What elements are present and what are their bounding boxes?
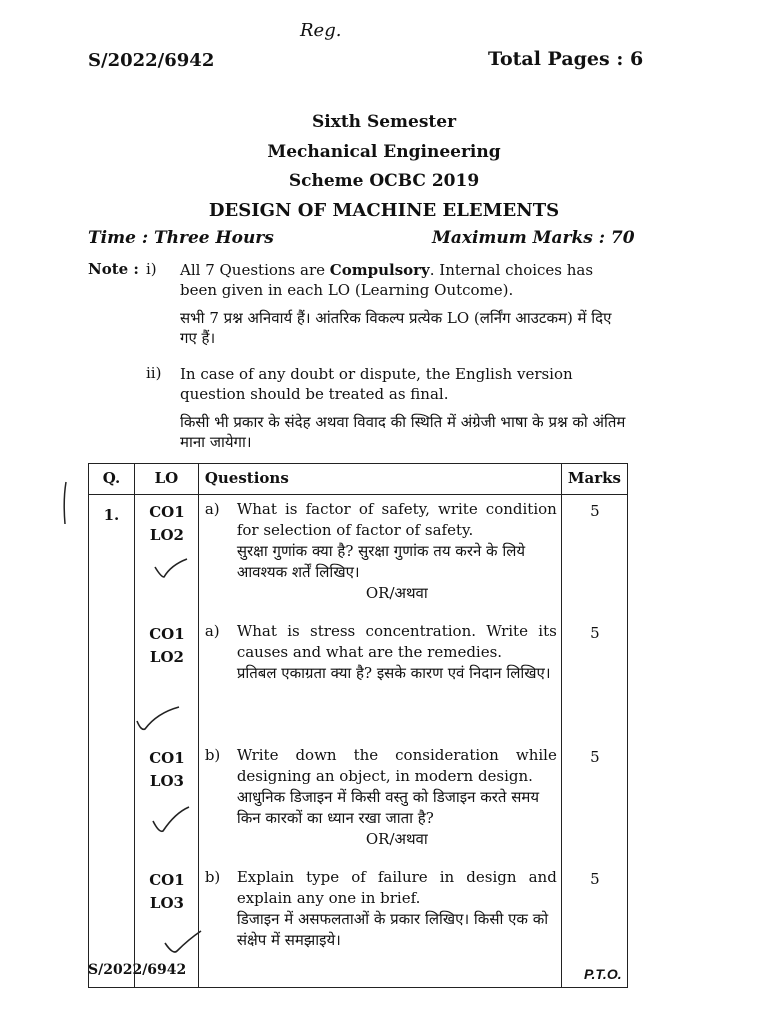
question-hindi: सुरक्षा गुणांक क्या है? सुरक्षा गुणांक तय करने के लिये आवश्यक शर्तें लिखिए।: [236, 542, 526, 581]
note-item-number: i): [146, 260, 157, 278]
marks-value: 5: [590, 870, 600, 888]
margin-pen-mark: [60, 480, 74, 530]
lo-block: CO1 LO3: [149, 749, 185, 790]
branch-title: Mechanical Engineering: [267, 142, 501, 162]
question-part: [205, 745, 557, 850]
question-part: [205, 499, 557, 604]
question-part: [205, 867, 557, 951]
handwritten-reg-note: Reg.: [300, 20, 342, 41]
lo-block: CO1 LO3: [149, 871, 185, 912]
note-item-english: All 7 Questions are Compulsory. Internal choices has been given in each LO (Learning Outcome).: [180, 261, 594, 299]
paper-code: S/2022/6942: [88, 50, 215, 71]
question-part: [205, 621, 557, 684]
header-lo: LO: [134, 464, 198, 495]
marks-value: 5: [590, 624, 600, 642]
header-marks: Marks: [561, 464, 627, 495]
or-separator: OR/अथवा: [365, 584, 428, 602]
table-row: [89, 495, 628, 988]
exam-time: Time : Three Hours: [88, 228, 274, 248]
table-header-row: [89, 464, 628, 495]
subject-title: DESIGN OF MACHINE ELEMENTS: [208, 200, 560, 221]
part-label: b): [204, 746, 221, 764]
marks-value: 5: [590, 502, 600, 520]
note-label: Note :: [88, 260, 139, 278]
question-english: Explain type of failure in design and explain any one in brief.: [236, 868, 557, 907]
note-item-number: ii): [146, 364, 162, 382]
lo-block: CO1 LO2: [149, 625, 185, 666]
scheme-title: Scheme OCBC 2019: [288, 171, 480, 191]
lo-column: [134, 495, 198, 988]
question-table: [88, 463, 628, 988]
pto-label: P.T.O.: [584, 966, 622, 982]
check-mark-icon: [135, 703, 183, 735]
check-mark-icon: [163, 929, 203, 961]
question-english: Write down the consideration while designing an object, in modern design.: [236, 746, 557, 785]
marks-value: 5: [590, 748, 600, 766]
part-label: a): [204, 622, 220, 640]
question-hindi: डिजाइन में असफलताओं के प्रकार लिखिए। किसी एक को संक्षेप में समझाइये।: [236, 910, 549, 949]
maximum-marks: Maximum Marks : 70: [432, 228, 635, 248]
lo-block: CO1 LO2: [149, 503, 185, 544]
header-questions: Questions: [198, 464, 561, 495]
questions-column: [198, 495, 561, 988]
part-label: a): [204, 500, 220, 518]
footer-paper-code: S/2022/6942: [88, 962, 187, 978]
total-pages: Total Pages : 6: [488, 48, 644, 70]
question-english: What is stress concentration. Write its causes and what are the remedies.: [236, 622, 557, 661]
note-item-hindi: किसी भी प्रकार के संदेह अथवा विवाद की स्थिति में अंग्रेजी भाषा के प्रश्न को अंतिम माना जायेगा।: [180, 413, 626, 451]
marks-column: [561, 495, 627, 988]
or-separator: OR/अथवा: [365, 830, 428, 848]
question-english: What is factor of safety, write condition for selection of factor of safety.: [236, 500, 557, 539]
header-q: Q.: [89, 464, 135, 495]
check-mark-icon: [153, 557, 189, 581]
part-label: b): [204, 868, 221, 886]
semester-title: Sixth Semester: [311, 112, 457, 132]
question-hindi: प्रतिबल एकाग्रता क्या है? इसके कारण एवं निदान लिखिए।: [236, 664, 551, 682]
question-hindi: आधुनिक डिजाइन में किसी वस्तु को डिजाइन करते समय किन कारकों का ध्यान रखा जाता है?: [236, 788, 540, 827]
question-number: 1.: [89, 495, 135, 988]
note-item-english: In case of any doubt or dispute, the English version question should be treated as final.: [180, 365, 573, 403]
note-item-hindi: सभी 7 प्रश्न अनिवार्य हैं। आंतरिक विकल्प प्रत्येक LO (लर्निंग आउटकम) में दिए गए हैं।: [180, 309, 612, 347]
check-mark-icon: [151, 805, 191, 835]
